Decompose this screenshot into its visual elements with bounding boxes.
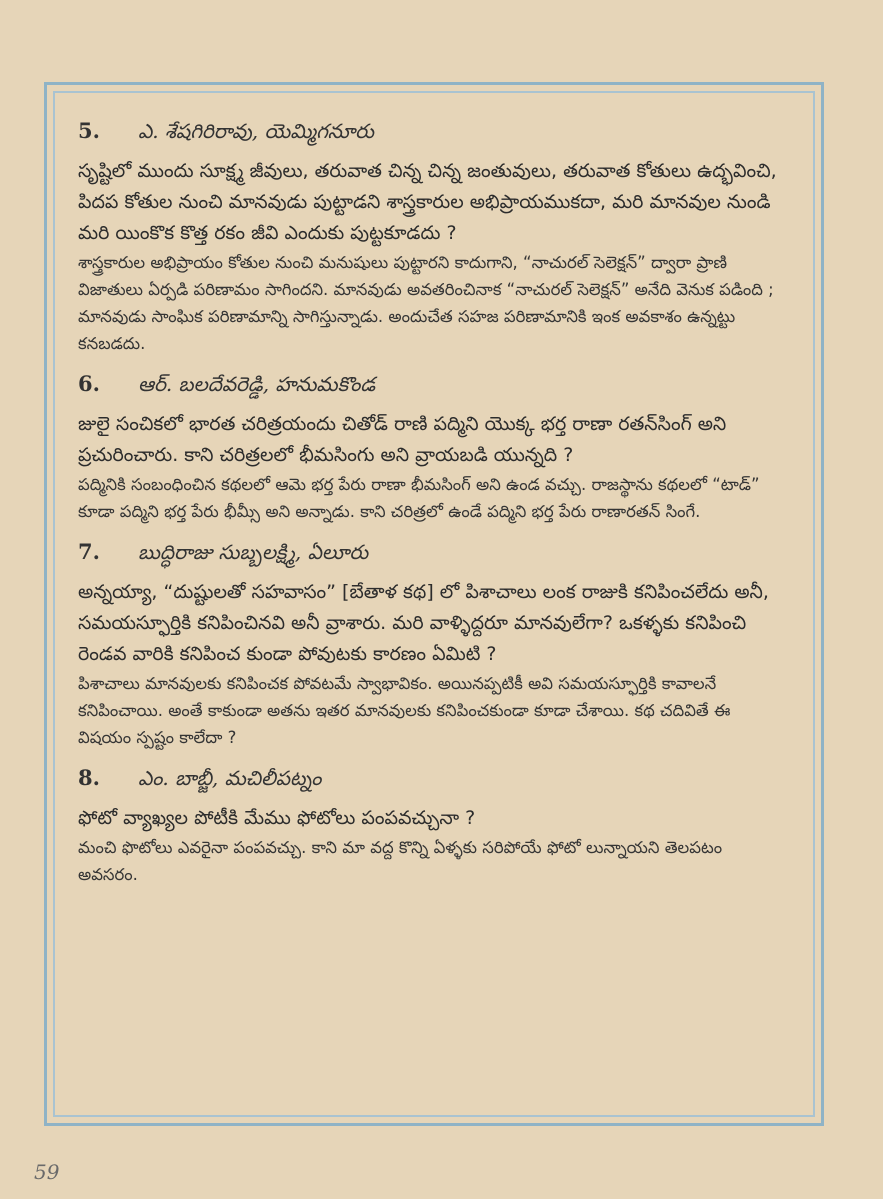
question-number: 6.: [78, 371, 100, 396]
question-number: 8.: [78, 765, 100, 790]
page-number: 59: [34, 1160, 60, 1184]
qa-item: [78, 765, 778, 888]
question-text: ఫోటో వ్యాఖ్యల పోటీకి మేము ఫోటోలు పంపవచ్చునా ?: [78, 807, 476, 829]
question-text: అన్నయ్యా, “దుష్టులతో సహవాసం” [బేతాళ కథ] లో పిశాచాలు లంక రాజుకి కనిపించలేదు అనీ, సమయస్ఫూర్తికి కనిపించినవి అనీ వ్రాశారు. మరి వాళ్ళిద్దరూ మానవులేగా? ఒకళ్ళకు కనిపించి రెండవ వారికి కనిపించ కుండా పోవుటకు కారణం ఏమిటి ?: [78, 581, 769, 665]
asker-name: ఎ. శేషగిరిరావు, యెమ్మిగనూరు: [138, 119, 374, 143]
answer-text: మంచి ఫొటోలు ఎవరైనా పంపవచ్చు. కాని మా వద్ద కొన్ని ఏళ్ళకు సరిపోయే ఫోటో లున్నాయని తెలపటం అవసరం.: [78, 838, 723, 884]
qa-item: [78, 371, 778, 525]
question-text: సృష్టిలో ముందు సూక్ష్మ జీవులు, తరువాత చిన్న చిన్న జంతువులు, తరువాత కోతులు ఉద్భవించి, పిదప కోతుల నుంచి మానవుడు పుట్టాడని శాస్త్రకారుల అభిప్రాయముకదా, మరి మానవుల నుండి మరి యింకొక కొత్త రకం జీవి ఎందుకు పుట్టకూడదు ?: [78, 160, 777, 244]
answer-text: పిశాచాలు మానవులకు కనిపించక పోవటమే స్వాభావికం. అయినప్పటికీ అవి సమయస్ఫూర్తికి కావాలనే కనిపించాయి. అంతే కాకుండా అతను ఇతర మానవులకు కనిపించకుండా కూడా చేశాయి. కథ చదివితే ఈ విషయం స్పష్టం కాలేదా ?: [78, 674, 731, 747]
question-number: 7.: [78, 539, 100, 564]
answer-text: పద్మినికి సంబంధించిన కథలలో ఆమె భర్త పేరు రాణా భీమసింగ్ అని ఉండ వచ్చు. రాజస్థాను కథలలో “టాడ్” కూడా పద్మిని భర్త పేరు భీమ్సీ అని అన్నాడు. కాని చరిత్రలో ఉండే పద్మిని భర్త పేరు రాణారతన్ సింగే.: [78, 475, 760, 521]
qa-column: [78, 118, 778, 902]
qa-item: [78, 539, 778, 751]
asker-name: బుద్ధిరాజు సుబ్బలక్ష్మి, ఏలూరు: [138, 540, 369, 564]
question-text: జులై సంచికలో భారత చరిత్రయందు చితోడ్ రాణి పద్మిని యొక్క భర్త రాణా రతన్‌సింగ్ అని ప్రచురించారు. కాని చరిత్రలలో భీమసింగు అని వ్రాయబడి యున్నది ?: [78, 413, 727, 466]
asker-name: ఆర్. బలదేవరెడ్డి, హనుమకొండ: [138, 372, 376, 396]
question-number: 5.: [78, 118, 100, 143]
answer-text: శాస్త్రకారుల అభిప్రాయం కోతుల నుంచి మనుషులు పుట్టారని కాదుగాని, “నాచురల్ సెలెక్షన్” ద్వారా ప్రాణి విజాతులు ఏర్పడి పరిణామం సాగిందని. మానవుడు అవతరించినాక “నాచురల్ సెలెక్షన్” అనేది వెనుక పడింది ; మానవుడు సాంఘిక పరిణామాన్ని సాగిస్తున్నాడు. అందుచేత సహజ పరిణామానికి ఇంక అవకాశం ఉన్నట్టు కనబడదు.: [78, 253, 774, 353]
asker-name: ఎం. బాబ్జీ, మచిలీపట్నం: [138, 766, 322, 790]
qa-item: [78, 118, 778, 357]
